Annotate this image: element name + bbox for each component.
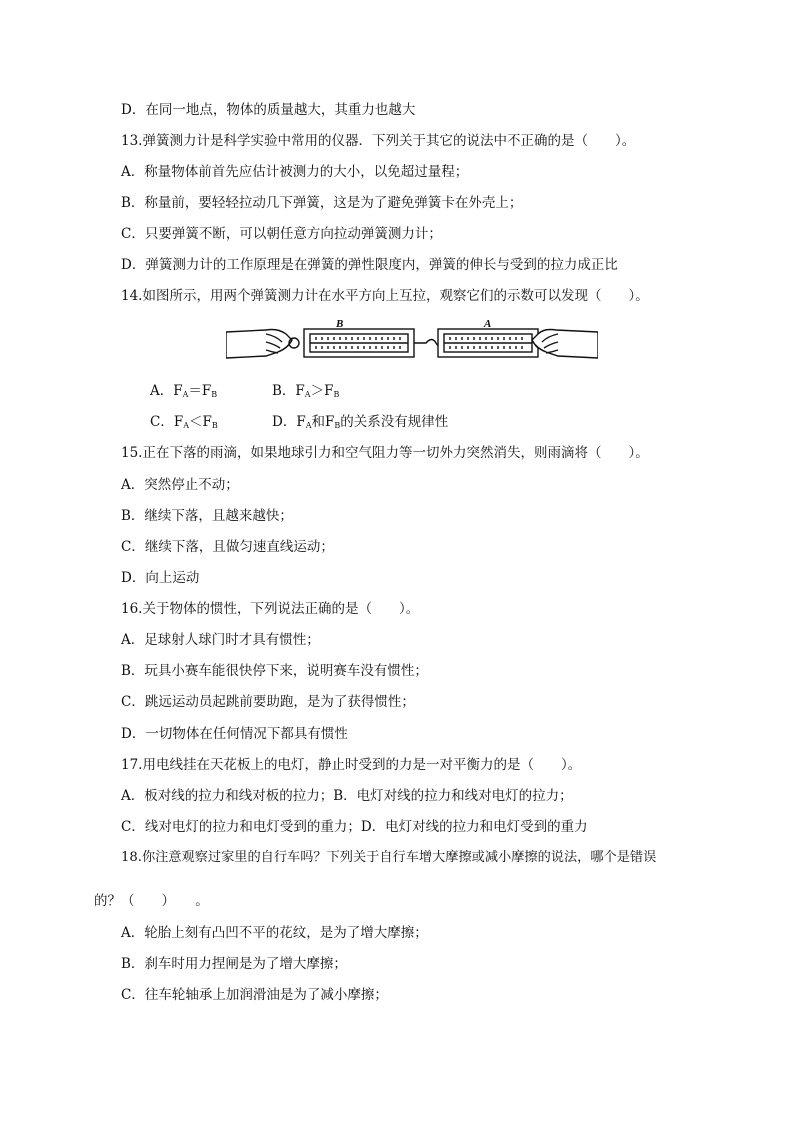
q14-option-d: D．$F_A$和$F_B$的关系没有规律性	[272, 414, 449, 430]
figure-label-a: A	[484, 318, 492, 330]
q14-option-a: A．$F_A=F_B$	[150, 383, 218, 399]
q14-option-b: B．$F_A>F_B$	[272, 383, 340, 399]
q16-option-c: C．跳远运动员起跳前要助跑，是为了获得惯性；	[121, 694, 415, 710]
q16-option-a: A．足球射人球门时才具有惯性；	[121, 632, 320, 648]
q14-stem: 14.如图所示，用两个弹簧测力计在水平方向上互拉，观察它们的示数可以发现（ ）。	[121, 288, 649, 304]
q15-option-d: D．向上运动	[121, 570, 200, 586]
spring-scale-a	[438, 329, 538, 357]
q15-stem: 15.正在下落的雨滴，如果地球引力和空气阻力等一切外力突然消失，则雨滴将（ ）。	[121, 445, 649, 461]
q13-option-d: D．弹簧测力计的工作原理是在弹簧的弹性限度内，弹簧的伸长与受到的拉力成正比	[121, 257, 618, 273]
q15-option-b: B．继续下落，且越来越快；	[121, 508, 293, 524]
q13-option-a: A．称量物体前首先应估计被测力的大小，以免超过量程；	[121, 164, 469, 180]
q16-stem: 16.关于物体的惯性，下列说法正确的是（ ）。	[121, 601, 420, 617]
q17-stem: 17.用电线挂在天花板上的电灯，静止时受到的力是一对平衡力的是（ ）。	[121, 757, 582, 773]
q13-option-b: B．称量前，要轻轻拉动几下弹簧，这是为了避免弹簧卡在外壳上；	[121, 195, 523, 211]
q16-option-d: D．一切物体在任何情况下都具有惯性	[121, 726, 348, 742]
q13-stem: 13.弹簧测力计是科学实验中常用的仪器．下列关于其它的说法中不正确的是（ ）。	[121, 133, 636, 149]
q18-stem-continued: 的？（ ） 。	[94, 893, 209, 909]
q18-option-c: C．往车轮轴承上加润滑油是为了减小摩擦；	[121, 987, 388, 1003]
q17-options-cd: C．线对电灯的拉力和电灯受到的重力；D．电灯对线的拉力和电灯受到的重力	[121, 819, 588, 835]
q18-option-b: B．刹车时用力捏闸是为了增大摩擦；	[121, 956, 347, 972]
right-hand-icon	[532, 330, 598, 359]
q16-option-b: B．玩具小赛车能很快停下来，说明赛车没有惯性；	[121, 663, 428, 679]
q17-options-ab: A．板对线的拉力和线对板的拉力；B．电灯对线的拉力和线对电灯的拉力；	[121, 788, 573, 804]
q15-option-a: A．突然停止不动；	[121, 477, 239, 493]
q15-option-c: C．继续下落，且做匀速直线运动；	[121, 539, 334, 555]
spring-scales-figure	[226, 318, 598, 366]
figure-label-b: B	[336, 318, 344, 330]
left-hand-icon	[226, 330, 299, 359]
spring-scale-b	[304, 329, 414, 357]
q13-option-c: C．只要弹簧不断，可以朝任意方向拉动弹簧测力计；	[121, 226, 442, 242]
q14-option-c: C．$F_A<F_B$	[150, 414, 218, 430]
q18-stem: 18.你注意观察过家里的自行车吗？下列关于自行车增大摩擦或减小摩擦的说法，哪个是错误	[121, 850, 657, 865]
q12-option-d: D．在同一地点，物体的质量越大，其重力也越大	[121, 102, 416, 118]
q18-option-a: A．轮胎上刻有凸凹不平的花纹，是为了增大摩擦；	[121, 925, 428, 941]
